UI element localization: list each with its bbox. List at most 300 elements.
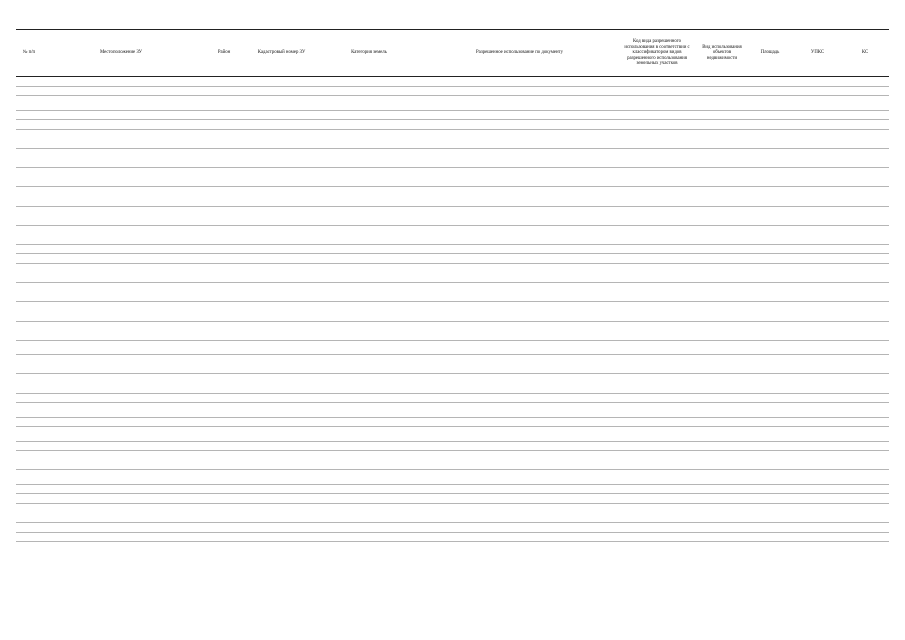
cell-area bbox=[746, 120, 794, 130]
cell-area bbox=[746, 168, 794, 187]
cell-district bbox=[200, 302, 248, 321]
cell-permitted-use bbox=[423, 417, 616, 427]
cell-use-type bbox=[698, 503, 746, 522]
table-row bbox=[16, 403, 889, 417]
cell-use-type bbox=[698, 120, 746, 130]
cell-cadastral-number bbox=[248, 532, 315, 542]
cell-land-category bbox=[315, 96, 423, 110]
cell-use-code bbox=[616, 129, 698, 148]
cell-number bbox=[16, 532, 42, 542]
cell-land-category bbox=[315, 302, 423, 321]
column-header-permitted-use: Разрешенное использование по документу bbox=[423, 30, 616, 77]
cell-cadastral-number bbox=[248, 77, 315, 87]
cell-area bbox=[746, 451, 794, 470]
column-header-cadastral-number: Кадастровый номер ЗУ bbox=[248, 30, 315, 77]
cell-use-code bbox=[616, 148, 698, 167]
cell-number bbox=[16, 321, 42, 340]
cell-ks bbox=[841, 225, 889, 244]
cell-use-code bbox=[616, 393, 698, 403]
cell-use-code bbox=[616, 120, 698, 130]
table-row bbox=[16, 148, 889, 167]
cell-upks bbox=[794, 225, 841, 244]
cell-ks bbox=[841, 187, 889, 206]
cell-district bbox=[200, 532, 248, 542]
cell-use-code bbox=[616, 283, 698, 302]
cell-use-type bbox=[698, 393, 746, 403]
table-row bbox=[16, 187, 889, 206]
cell-cadastral-number bbox=[248, 120, 315, 130]
cell-permitted-use bbox=[423, 427, 616, 441]
table-row bbox=[16, 283, 889, 302]
cell-cadastral-number bbox=[248, 96, 315, 110]
cell-district bbox=[200, 187, 248, 206]
cell-use-type bbox=[698, 187, 746, 206]
cell-ks bbox=[841, 470, 889, 484]
cell-location bbox=[42, 206, 200, 225]
cell-number bbox=[16, 523, 42, 533]
cell-number bbox=[16, 244, 42, 254]
cell-ks bbox=[841, 403, 889, 417]
cell-ks bbox=[841, 110, 889, 120]
cell-number bbox=[16, 77, 42, 87]
cell-ks bbox=[841, 523, 889, 533]
cell-area bbox=[746, 494, 794, 504]
cell-number bbox=[16, 494, 42, 504]
cell-upks bbox=[794, 302, 841, 321]
cell-upks bbox=[794, 374, 841, 393]
cell-upks bbox=[794, 441, 841, 451]
cell-location bbox=[42, 254, 200, 264]
cell-number bbox=[16, 427, 42, 441]
cell-location bbox=[42, 187, 200, 206]
table-row bbox=[16, 393, 889, 403]
cell-cadastral-number bbox=[248, 225, 315, 244]
cell-upks bbox=[794, 264, 841, 283]
cell-upks bbox=[794, 451, 841, 470]
cell-upks bbox=[794, 470, 841, 484]
cell-number bbox=[16, 417, 42, 427]
cell-area bbox=[746, 441, 794, 451]
cell-upks bbox=[794, 148, 841, 167]
cell-district bbox=[200, 403, 248, 417]
cell-cadastral-number bbox=[248, 302, 315, 321]
cell-ks bbox=[841, 532, 889, 542]
cell-land-category bbox=[315, 355, 423, 374]
table-body bbox=[16, 77, 889, 542]
cell-area bbox=[746, 417, 794, 427]
cell-cadastral-number bbox=[248, 403, 315, 417]
cell-district bbox=[200, 393, 248, 403]
cell-use-code bbox=[616, 244, 698, 254]
cell-use-type bbox=[698, 86, 746, 96]
column-header-number: № п/п bbox=[16, 30, 42, 77]
cell-use-type bbox=[698, 374, 746, 393]
cell-use-type bbox=[698, 470, 746, 484]
cell-cadastral-number bbox=[248, 110, 315, 120]
cell-number bbox=[16, 374, 42, 393]
cell-land-category bbox=[315, 427, 423, 441]
cell-land-category bbox=[315, 321, 423, 340]
cell-cadastral-number bbox=[248, 494, 315, 504]
cell-cadastral-number bbox=[248, 355, 315, 374]
cell-number bbox=[16, 187, 42, 206]
table-row bbox=[16, 206, 889, 225]
cell-area bbox=[746, 110, 794, 120]
column-header-use-code: Код вида разрешенного использования в соответствии с классификатором видов разрешенного использования земельных участков bbox=[616, 30, 698, 77]
cell-use-type bbox=[698, 302, 746, 321]
cell-number bbox=[16, 96, 42, 110]
cell-area bbox=[746, 129, 794, 148]
cell-permitted-use bbox=[423, 451, 616, 470]
cell-location bbox=[42, 302, 200, 321]
cell-use-code bbox=[616, 374, 698, 393]
cell-area bbox=[746, 523, 794, 533]
cell-permitted-use bbox=[423, 77, 616, 87]
cell-ks bbox=[841, 86, 889, 96]
column-header-location: Местоположение ЗУ bbox=[42, 30, 200, 77]
cell-land-category bbox=[315, 451, 423, 470]
cell-district bbox=[200, 129, 248, 148]
cell-number bbox=[16, 441, 42, 451]
cell-location bbox=[42, 264, 200, 283]
cell-area bbox=[746, 532, 794, 542]
cell-use-type bbox=[698, 355, 746, 374]
cell-upks bbox=[794, 168, 841, 187]
cell-area bbox=[746, 503, 794, 522]
cell-location bbox=[42, 393, 200, 403]
cell-permitted-use bbox=[423, 244, 616, 254]
cell-upks bbox=[794, 129, 841, 148]
table-row bbox=[16, 494, 889, 504]
cell-cadastral-number bbox=[248, 393, 315, 403]
cell-ks bbox=[841, 254, 889, 264]
cell-number bbox=[16, 302, 42, 321]
cell-district bbox=[200, 427, 248, 441]
cell-land-category bbox=[315, 393, 423, 403]
cell-area bbox=[746, 264, 794, 283]
cell-permitted-use bbox=[423, 494, 616, 504]
cell-area bbox=[746, 403, 794, 417]
cell-district bbox=[200, 503, 248, 522]
cell-permitted-use bbox=[423, 355, 616, 374]
cell-district bbox=[200, 264, 248, 283]
cell-upks bbox=[794, 484, 841, 494]
cell-upks bbox=[794, 321, 841, 340]
cell-cadastral-number bbox=[248, 441, 315, 451]
cell-cadastral-number bbox=[248, 427, 315, 441]
cell-use-code bbox=[616, 225, 698, 244]
cell-upks bbox=[794, 283, 841, 302]
cell-number bbox=[16, 340, 42, 354]
cell-upks bbox=[794, 403, 841, 417]
cell-land-category bbox=[315, 283, 423, 302]
cell-use-code bbox=[616, 340, 698, 354]
cell-location bbox=[42, 374, 200, 393]
cell-location bbox=[42, 503, 200, 522]
cell-use-code bbox=[616, 523, 698, 533]
cell-permitted-use bbox=[423, 110, 616, 120]
table-row bbox=[16, 225, 889, 244]
cell-land-category bbox=[315, 532, 423, 542]
cell-upks bbox=[794, 417, 841, 427]
cell-permitted-use bbox=[423, 532, 616, 542]
cell-location bbox=[42, 129, 200, 148]
cell-use-code bbox=[616, 451, 698, 470]
column-header-district: Район bbox=[200, 30, 248, 77]
cell-number bbox=[16, 129, 42, 148]
cell-location bbox=[42, 321, 200, 340]
cell-cadastral-number bbox=[248, 168, 315, 187]
cell-upks bbox=[794, 110, 841, 120]
cell-use-type bbox=[698, 264, 746, 283]
cell-use-type bbox=[698, 129, 746, 148]
table-row bbox=[16, 340, 889, 354]
cell-area bbox=[746, 283, 794, 302]
cell-area bbox=[746, 244, 794, 254]
cell-location bbox=[42, 523, 200, 533]
cell-area bbox=[746, 340, 794, 354]
cell-cadastral-number bbox=[248, 417, 315, 427]
cell-use-code bbox=[616, 403, 698, 417]
cell-district bbox=[200, 110, 248, 120]
cell-permitted-use bbox=[423, 206, 616, 225]
cell-use-type bbox=[698, 340, 746, 354]
cell-number bbox=[16, 148, 42, 167]
cell-use-code bbox=[616, 86, 698, 96]
cell-permitted-use bbox=[423, 484, 616, 494]
cell-area bbox=[746, 374, 794, 393]
cell-ks bbox=[841, 321, 889, 340]
table-row bbox=[16, 355, 889, 374]
cell-ks bbox=[841, 427, 889, 441]
cell-permitted-use bbox=[423, 129, 616, 148]
table-row bbox=[16, 77, 889, 87]
cell-location bbox=[42, 532, 200, 542]
cell-use-code bbox=[616, 355, 698, 374]
cell-permitted-use bbox=[423, 254, 616, 264]
cell-use-type bbox=[698, 441, 746, 451]
cell-use-type bbox=[698, 254, 746, 264]
table-row bbox=[16, 244, 889, 254]
cell-use-type bbox=[698, 451, 746, 470]
column-header-area: Площадь bbox=[746, 30, 794, 77]
cell-area bbox=[746, 86, 794, 96]
cell-ks bbox=[841, 129, 889, 148]
cell-upks bbox=[794, 427, 841, 441]
cell-use-code bbox=[616, 264, 698, 283]
cell-number bbox=[16, 225, 42, 244]
cell-number bbox=[16, 484, 42, 494]
cell-upks bbox=[794, 532, 841, 542]
cell-ks bbox=[841, 206, 889, 225]
cell-district bbox=[200, 283, 248, 302]
cell-area bbox=[746, 355, 794, 374]
cell-location bbox=[42, 225, 200, 244]
cell-ks bbox=[841, 244, 889, 254]
cell-land-category bbox=[315, 441, 423, 451]
cell-area bbox=[746, 148, 794, 167]
table-row bbox=[16, 470, 889, 484]
cell-permitted-use bbox=[423, 470, 616, 484]
cell-district bbox=[200, 96, 248, 110]
column-header-upks: УПКС bbox=[794, 30, 841, 77]
cell-permitted-use bbox=[423, 374, 616, 393]
cell-cadastral-number bbox=[248, 503, 315, 522]
cell-ks bbox=[841, 77, 889, 87]
cell-district bbox=[200, 340, 248, 354]
cell-land-category bbox=[315, 187, 423, 206]
table-row bbox=[16, 484, 889, 494]
cell-district bbox=[200, 417, 248, 427]
cell-use-type bbox=[698, 96, 746, 110]
cell-ks bbox=[841, 484, 889, 494]
table-row bbox=[16, 427, 889, 441]
cell-area bbox=[746, 225, 794, 244]
table-row bbox=[16, 120, 889, 130]
column-header-use-type: Вид использования объектов недвижимости bbox=[698, 30, 746, 77]
cell-permitted-use bbox=[423, 264, 616, 283]
table-row bbox=[16, 451, 889, 470]
cell-land-category bbox=[315, 148, 423, 167]
cell-permitted-use bbox=[423, 148, 616, 167]
cell-land-category bbox=[315, 523, 423, 533]
cell-upks bbox=[794, 523, 841, 533]
cell-use-code bbox=[616, 254, 698, 264]
cell-use-code bbox=[616, 427, 698, 441]
cell-land-category bbox=[315, 470, 423, 484]
cell-use-code bbox=[616, 187, 698, 206]
cell-location bbox=[42, 451, 200, 470]
cell-use-type bbox=[698, 494, 746, 504]
cell-location bbox=[42, 417, 200, 427]
cell-permitted-use bbox=[423, 403, 616, 417]
table-row bbox=[16, 417, 889, 427]
cell-permitted-use bbox=[423, 120, 616, 130]
cell-cadastral-number bbox=[248, 254, 315, 264]
cell-number bbox=[16, 110, 42, 120]
cell-location bbox=[42, 120, 200, 130]
cell-cadastral-number bbox=[248, 374, 315, 393]
column-header-land-category: Категория земель bbox=[315, 30, 423, 77]
cell-ks bbox=[841, 302, 889, 321]
cell-use-type bbox=[698, 427, 746, 441]
cell-upks bbox=[794, 503, 841, 522]
cell-permitted-use bbox=[423, 503, 616, 522]
cell-area bbox=[746, 321, 794, 340]
cell-permitted-use bbox=[423, 321, 616, 340]
table-row bbox=[16, 264, 889, 283]
table-row bbox=[16, 254, 889, 264]
cell-location bbox=[42, 148, 200, 167]
cell-district bbox=[200, 120, 248, 130]
cell-number bbox=[16, 168, 42, 187]
cell-land-category bbox=[315, 403, 423, 417]
cell-land-category bbox=[315, 417, 423, 427]
cell-location bbox=[42, 110, 200, 120]
cell-land-category bbox=[315, 77, 423, 87]
cell-ks bbox=[841, 148, 889, 167]
cell-use-code bbox=[616, 470, 698, 484]
cell-use-code bbox=[616, 77, 698, 87]
cell-use-type bbox=[698, 523, 746, 533]
cell-ks bbox=[841, 340, 889, 354]
cell-district bbox=[200, 484, 248, 494]
cell-land-category bbox=[315, 264, 423, 283]
cell-ks bbox=[841, 168, 889, 187]
cell-cadastral-number bbox=[248, 523, 315, 533]
cell-number bbox=[16, 86, 42, 96]
table-row bbox=[16, 503, 889, 522]
cell-land-category bbox=[315, 86, 423, 96]
cell-area bbox=[746, 254, 794, 264]
cell-upks bbox=[794, 187, 841, 206]
cell-land-category bbox=[315, 168, 423, 187]
cell-number bbox=[16, 403, 42, 417]
cell-district bbox=[200, 86, 248, 96]
cell-district bbox=[200, 321, 248, 340]
cell-use-code bbox=[616, 321, 698, 340]
cell-land-category bbox=[315, 120, 423, 130]
cell-permitted-use bbox=[423, 86, 616, 96]
cell-ks bbox=[841, 417, 889, 427]
cell-use-type bbox=[698, 283, 746, 302]
cell-number bbox=[16, 503, 42, 522]
cell-cadastral-number bbox=[248, 206, 315, 225]
cell-use-code bbox=[616, 417, 698, 427]
cell-use-type bbox=[698, 110, 746, 120]
cell-number bbox=[16, 393, 42, 403]
table-row bbox=[16, 321, 889, 340]
table-row bbox=[16, 374, 889, 393]
cell-cadastral-number bbox=[248, 129, 315, 148]
cell-area bbox=[746, 427, 794, 441]
cell-upks bbox=[794, 494, 841, 504]
cell-cadastral-number bbox=[248, 340, 315, 354]
cell-area bbox=[746, 96, 794, 110]
cell-area bbox=[746, 187, 794, 206]
cell-number bbox=[16, 355, 42, 374]
cell-location bbox=[42, 484, 200, 494]
cell-area bbox=[746, 206, 794, 225]
cell-area bbox=[746, 470, 794, 484]
cell-land-category bbox=[315, 110, 423, 120]
cell-land-category bbox=[315, 484, 423, 494]
cell-district bbox=[200, 244, 248, 254]
cell-use-type bbox=[698, 244, 746, 254]
cell-use-type bbox=[698, 417, 746, 427]
cell-cadastral-number bbox=[248, 244, 315, 254]
cell-district bbox=[200, 451, 248, 470]
cell-upks bbox=[794, 355, 841, 374]
cell-number bbox=[16, 470, 42, 484]
cell-use-type bbox=[698, 403, 746, 417]
cell-cadastral-number bbox=[248, 86, 315, 96]
cell-permitted-use bbox=[423, 523, 616, 533]
cell-number bbox=[16, 451, 42, 470]
cell-cadastral-number bbox=[248, 484, 315, 494]
cell-district bbox=[200, 494, 248, 504]
cell-cadastral-number bbox=[248, 321, 315, 340]
table-row bbox=[16, 302, 889, 321]
cell-use-type bbox=[698, 532, 746, 542]
cell-district bbox=[200, 225, 248, 244]
cell-use-type bbox=[698, 225, 746, 244]
cell-cadastral-number bbox=[248, 451, 315, 470]
cell-ks bbox=[841, 355, 889, 374]
table-row bbox=[16, 129, 889, 148]
cell-location bbox=[42, 441, 200, 451]
cell-upks bbox=[794, 77, 841, 87]
